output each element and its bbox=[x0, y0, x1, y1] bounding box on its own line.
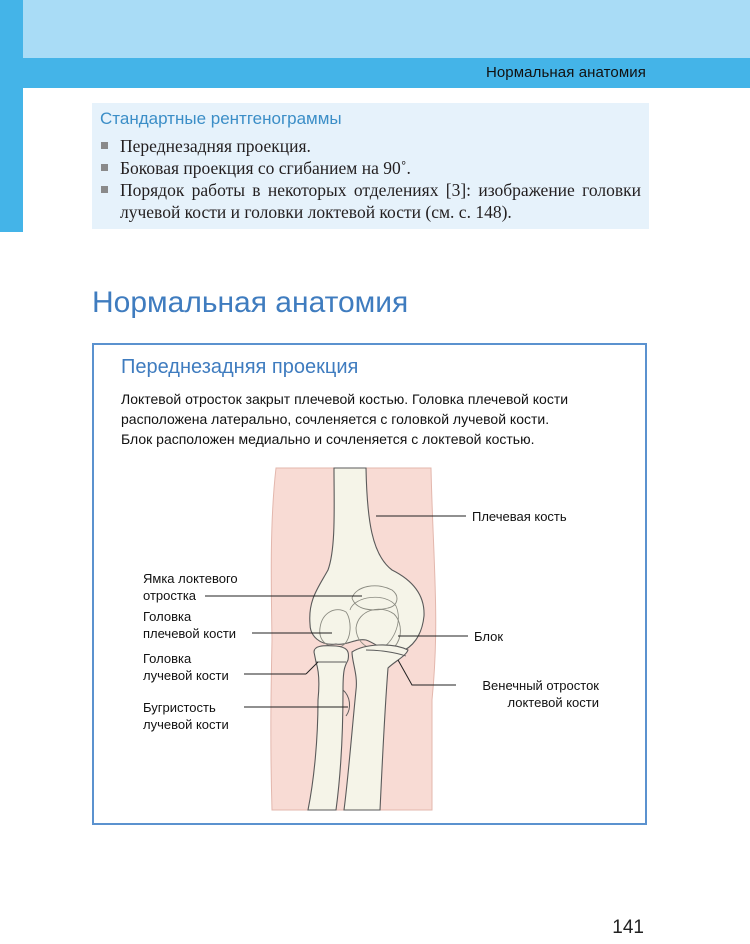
list-item: Переднезадняя проекция. bbox=[100, 135, 641, 157]
label-capitulum: Головка плечевой кости bbox=[143, 609, 237, 641]
figure-title: Переднезадняя проекция bbox=[121, 356, 359, 378]
list-item: Порядок работы в некоторых отделениях [3]: изображение головки лучевой кости и головки локтевой кости (см. с. 148). bbox=[100, 179, 641, 223]
description-line: Блок расположен медиально и сочленяется с локтевой костью. bbox=[121, 431, 535, 447]
description-line: расположена латерально, сочленяется с головкой лучевой кости. bbox=[121, 411, 550, 427]
running-header: Нормальная анатомия bbox=[485, 64, 646, 81]
label-humerus: Плечевая кость bbox=[472, 509, 567, 524]
description-line: Локтевой отросток закрыт плечевой костью. Головка плечевой кости bbox=[121, 391, 569, 407]
label-radial-tuberosity: Бугристость лучевой кости bbox=[143, 700, 229, 732]
page-number: 141 bbox=[612, 917, 644, 938]
label-radial-head: Головка лучевой кости bbox=[143, 651, 229, 683]
section-title: Нормальная анатомия bbox=[92, 286, 409, 319]
label-trochlea: Блок bbox=[474, 629, 504, 644]
label-coronoid-process: Венечный отросток локтевой кости bbox=[482, 678, 599, 710]
label-olecranon-fossa: Ямка локтевого отростка bbox=[143, 571, 238, 603]
list-item: Боковая проекция со сгибанием на 90˚. bbox=[100, 157, 641, 179]
standard-radiographs-title: Стандартные рентгенограммы bbox=[100, 109, 342, 128]
